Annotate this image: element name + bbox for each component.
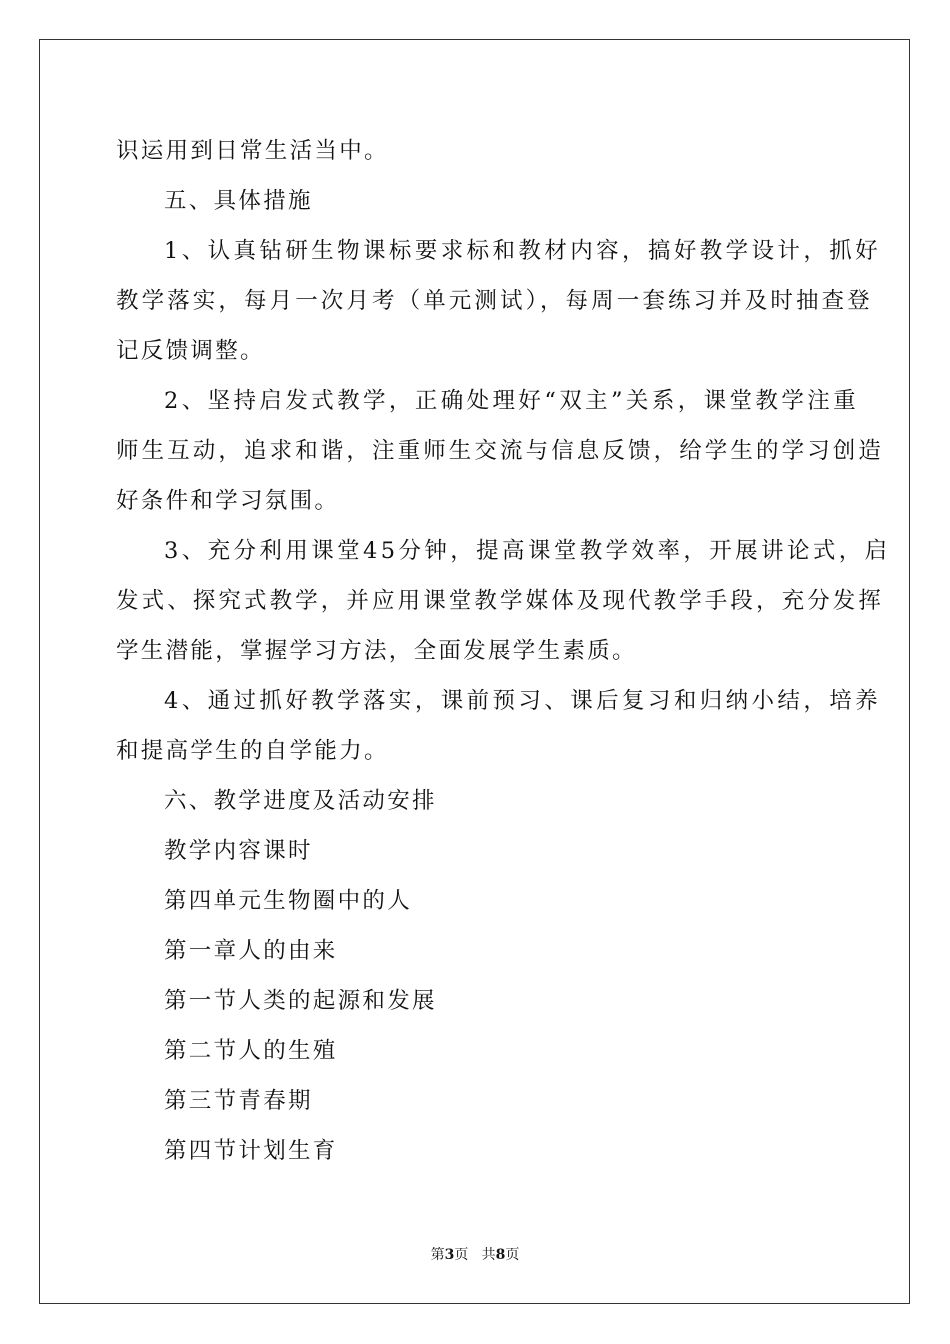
text-line: 和提高学生的自学能力。 [116, 738, 389, 764]
schedule-item: 第二节人的生殖 [164, 1038, 338, 1064]
page-prefix: 第 [430, 1247, 445, 1263]
section-heading-measures: 五、具体措施 [164, 188, 313, 214]
schedule-item: 教学内容课时 [164, 838, 313, 864]
total-suffix: 页 [505, 1247, 520, 1263]
schedule-item: 第一节人类的起源和发展 [164, 988, 437, 1014]
text-line: 发式、探究式教学，并应用课堂教学媒体及现代教学手段，充分发挥 [116, 588, 885, 614]
text-line: 4、通过抓好教学落实，课前预习、课后复习和归纳小结，培养 [164, 688, 882, 714]
schedule-item: 第四单元生物圈中的人 [164, 888, 413, 914]
text-line: 3、充分利用课堂45分钟，提高课堂教学效率，开展讲论式，启 [164, 538, 891, 564]
total-prefix: 共 [481, 1247, 496, 1263]
text-line: 学生潜能，掌握学习方法，全面发展学生素质。 [116, 638, 637, 664]
total-pages: 8 [495, 1247, 506, 1263]
schedule-item: 第三节青春期 [164, 1088, 313, 1114]
schedule-item: 第一章人的由来 [164, 938, 338, 964]
section-heading-schedule: 六、教学进度及活动安排 [164, 788, 437, 814]
text-line: 1、认真钻研生物课标要求标和教材内容，搞好教学设计，抓好 [164, 238, 882, 264]
page-footer [0, 1246, 950, 1264]
text-line: 记反馈调整。 [116, 338, 265, 364]
text-line: 师生互动，追求和谐，注重师生交流与信息反馈，给学生的学习创造 [116, 438, 885, 464]
schedule-item: 第四节计划生育 [164, 1138, 338, 1164]
page-number: 3 [444, 1247, 455, 1263]
page-suffix: 页 [454, 1247, 469, 1263]
text-line: 好条件和学习氛围。 [116, 488, 340, 514]
text-line: 2、坚持启发式教学，正确处理好“双主”关系，课堂教学注重 [164, 388, 860, 414]
text-line: 教学落实，每月一次月考（单元测试），每周一套练习并及时抽查登 [116, 288, 873, 314]
text-line: 识运用到日常生活当中。 [116, 138, 389, 164]
